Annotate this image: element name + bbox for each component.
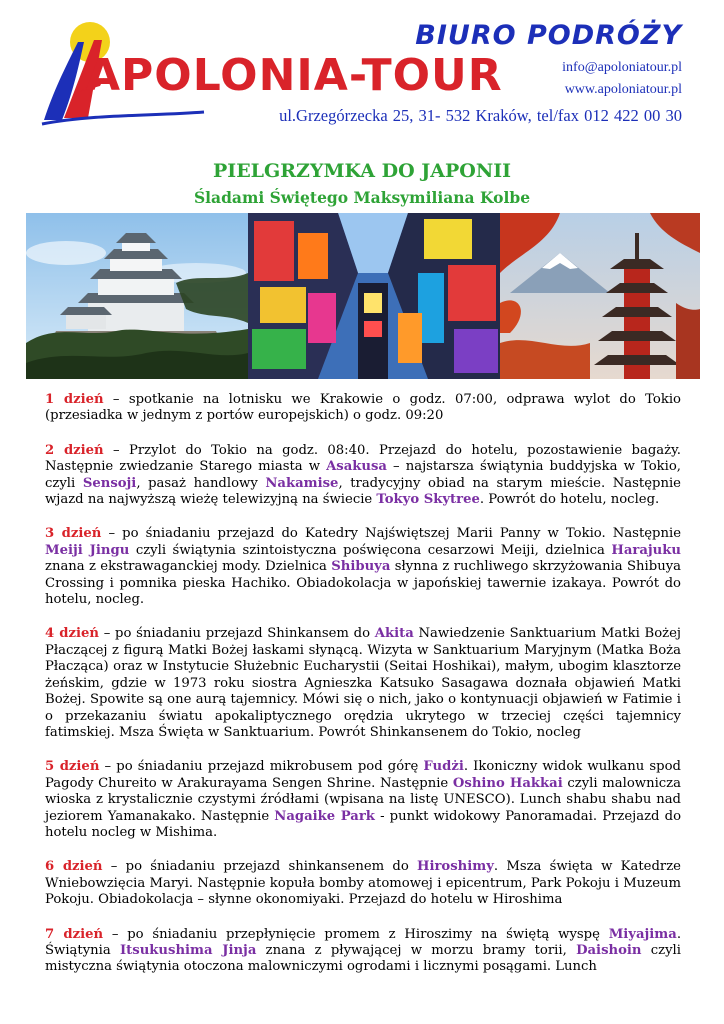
text-segment: , pasaż handlowy	[136, 475, 266, 491]
place-name: Hiroshimy	[417, 859, 494, 875]
place-name: Akita	[374, 626, 414, 642]
text-segment: słynna z ruchliwego skrzyżowania Shibuya Crossing i pomnika pieska Hachiko. Obiadokolacja w japońskiej tawernie izakaya. Powrót do hotelu, nocleg.	[45, 559, 682, 608]
letterhead	[0, 0, 724, 140]
day-label: 7 dzień	[45, 926, 104, 942]
text-segment: – po śniadaniu przejazd do Katedry Najświętszej Marii Panny w Tokio. Następnie	[101, 526, 682, 542]
place-name: Sensoji	[82, 475, 137, 491]
photo-himeji-castle	[26, 213, 248, 379]
place-name: Fudżi	[423, 759, 464, 775]
text-segment: znana z pływającej w morzu bramy torii,	[256, 942, 577, 958]
place-name: Nakamise	[265, 475, 339, 491]
text-segment: czyli mistyczna świątynia otoczona malowniczymi ogrodami i licznymi posągami. Lunch	[45, 942, 681, 975]
photo-fuji-pagoda	[500, 213, 700, 379]
text-segment: – spotkanie na lotnisku we Krakowie o godz. 07:00, odprawa wylot do Tokio (przesiadka w jednym z portów europejskich) o godz. 09:20	[45, 392, 681, 424]
day-4-paragraph	[45, 626, 681, 741]
address-line: ul.Grzegórzecka 25, 31- 532 Kraków, tel/fax 012 422 00 30	[279, 106, 682, 125]
page-subtitle: Śladami Świętego Maksymiliana Kolbe	[193, 188, 531, 207]
photo-strip	[26, 213, 700, 379]
place-name: Harajuku	[611, 542, 681, 558]
day-label: 5 dzień	[45, 759, 100, 775]
place-name: Daishoin	[576, 942, 642, 958]
text-segment: . Msza święta w Katedrze Wniebowzięcia Maryi. Następnie kopuła bomby atomowej i epicentrum, Park Pokoju i Muzeum Pokoju. Obiadokolacja – słynne okonomiyaki. Przejazd do hotelu w Hiroshima	[45, 859, 681, 908]
place-name: Meiji Jingu	[45, 542, 130, 558]
place-name: Nagaike Park	[274, 808, 375, 824]
agency-title: BIURO PODRÓŻY	[415, 20, 682, 51]
text-segment: . Świątynia	[45, 926, 682, 958]
place-name: Itsukushima Jinja	[120, 942, 257, 958]
day-label: 3 dzień	[45, 526, 102, 542]
text-segment: – po śniadaniu przejazd mikrobusem pod górę	[99, 759, 424, 775]
place-name: Asakusa	[326, 459, 387, 475]
day-label: 6 dzień	[45, 859, 103, 875]
text-segment: – najstarsza świątynia buddyjska w Tokio, czyli	[45, 459, 682, 491]
text-segment: . Powrót do hotelu, nocleg.	[479, 492, 660, 508]
text-segment: – po śniadaniu przepłynięcie promem z Hiroszimy na świętą wyspę	[103, 926, 609, 942]
itinerary	[45, 392, 681, 994]
text-segment: , tradycyjny obiad na starym mieście. Następnie wjazd na najwyższą wieżę telewizyjną na świecie	[45, 475, 681, 508]
day-label: 1 dzień	[45, 392, 104, 407]
day-label: 2 dzień	[45, 442, 104, 458]
website-link[interactable]: www.apoloniatour.pl	[564, 82, 682, 97]
text-segment: znana z ekstrawaganckiej mody. Dzielnica	[45, 559, 332, 575]
day-1-paragraph	[45, 392, 681, 425]
place-name: Miyajima	[608, 926, 677, 942]
place-name: Oshino Hakkai	[452, 775, 563, 791]
email-link[interactable]: info@apoloniatour.pl	[562, 60, 682, 75]
day-3-paragraph	[45, 526, 681, 608]
text-segment: – po śniadaniu przejazd Shinkansem do	[99, 626, 375, 642]
text-segment: Nawiedzenie Sanktuarium Matki Bożej Płaczącej z figurą Matki Bożej łaskami słynącą. Wizyta w Sanktuarium Maryjnym (Matka Boża Płacząca) oraz w Instytucie Służebnic Eucharystii (Seitai Hoshikai), małym, ubogim klasztorze żeńskim, gdzie w 1973 roku siostra Agnieszka Katsuko Sasagawa doznała objawień Matki Bożej. Spowite są one aurą tajemnicy. Mówi się o nich, jako o kontynuacji objawień w Fatimie i o przekazaniu światu apokaliptycznego orędzia ukrytego w trzeciej części tajemnicy fatimskiej. Msza Święta w Sanktuarium. Powrót Shinkansenem do Tokio, nocleg	[45, 626, 681, 740]
logo-text: APOLONIA-TOUR	[86, 50, 503, 101]
text-segment: – po śniadaniu przejazd shinkansenem do	[102, 859, 418, 875]
text-segment: - punkt widokowy Panoramadai. Przejazd do hotelu nocleg w Mishima.	[45, 808, 682, 840]
day-7-paragraph	[45, 927, 681, 976]
day-5-paragraph	[45, 759, 681, 841]
day-6-paragraph	[45, 859, 681, 908]
photo-akihabara-tokyo	[248, 213, 500, 379]
text-segment: – Przylot do Tokio na godz. 08:40. Przejazd do hotelu, pozostawienie bagaży. Następnie zwiedzanie Starego miasta w	[45, 442, 681, 475]
text-segment: czyli malownicza wioska z krystalicznie czystymi źródłami (wpisana na listę UNESCO). Lunch shabu shabu nad jeziorem Yamanakako. Następnie	[45, 775, 681, 824]
day-label: 4 dzień	[45, 626, 99, 642]
place-name: Tokyo Skytree	[376, 492, 480, 508]
text-segment: . Ikoniczny widok wulkanu spod Pagody Chureito w Arakurayama Sengen Shrine. Następnie	[45, 759, 681, 791]
day-2-paragraph	[45, 443, 681, 509]
page-title: PIELGRZYMKA DO JAPONII	[213, 160, 511, 182]
text-segment: czyli świątynia szintoistyczna poświęcona cesarzowi Meiji, dzielnica	[129, 542, 612, 558]
place-name: Shibuya	[331, 559, 391, 575]
